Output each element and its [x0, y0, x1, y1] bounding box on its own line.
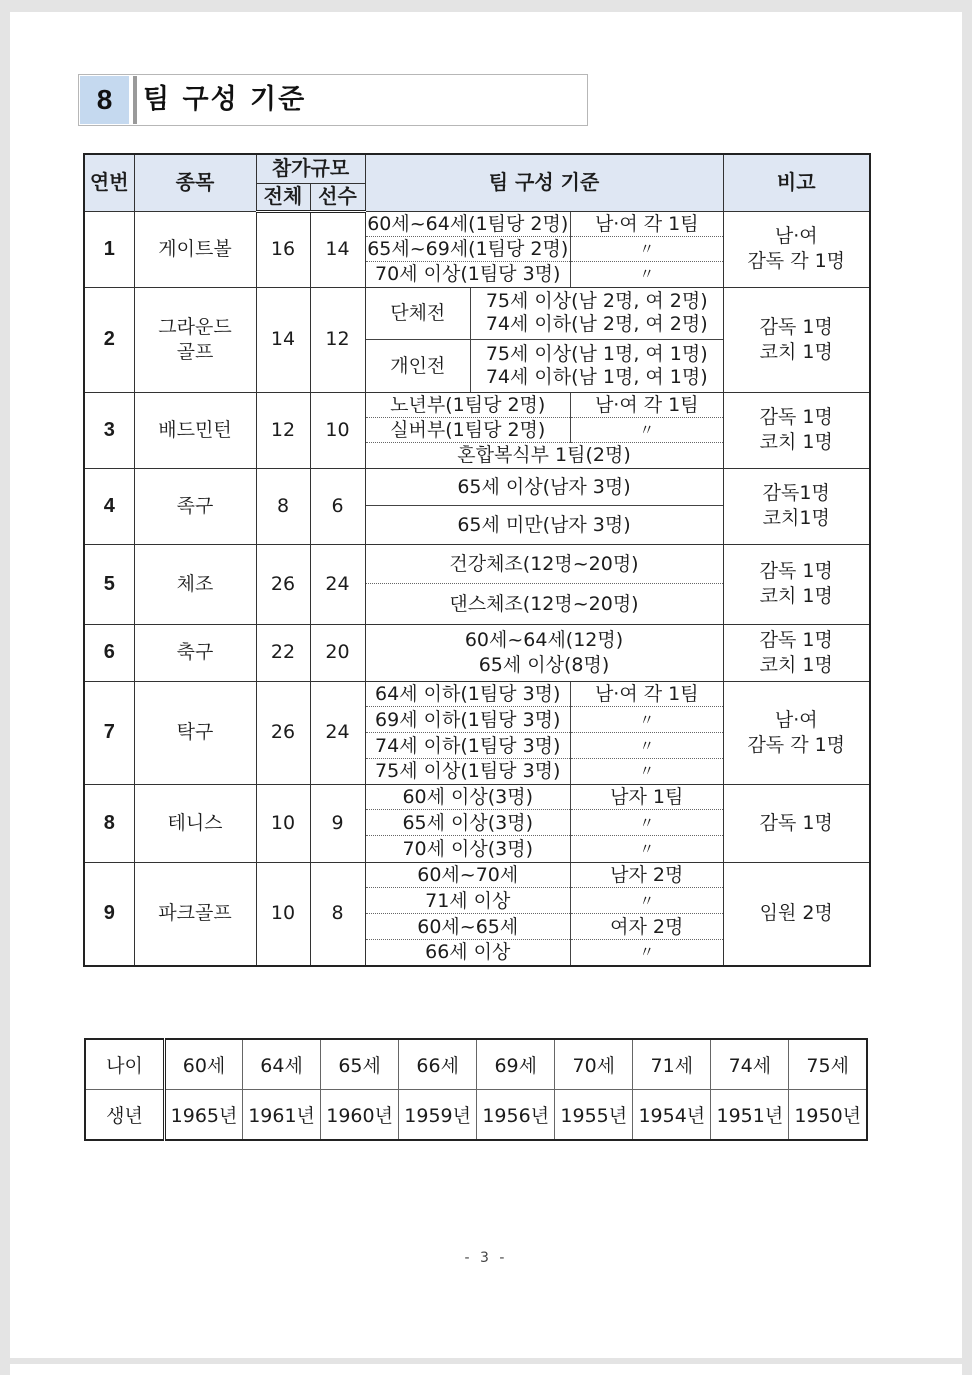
- note-cell: [723, 211, 870, 287]
- criteria-team: 남·여 각 1팀: [594, 212, 699, 235]
- group-line: 75세 이상(남 1명, 여 1명): [485, 342, 708, 365]
- age-cell: 65세: [321, 1039, 399, 1090]
- age-cell: 75세: [789, 1039, 867, 1090]
- row-number: 6: [84, 624, 134, 681]
- criteria-cell: [365, 862, 723, 966]
- note-line: 남·여: [774, 708, 818, 731]
- ditto-mark: 〃: [571, 940, 723, 965]
- criteria-item: 71세 이상: [366, 888, 571, 914]
- ditto-mark: 〃: [571, 262, 723, 287]
- group-lines: [471, 288, 723, 340]
- criteria-full: 혼합복식부 1팀(2명): [366, 443, 723, 468]
- player-count: 24: [310, 681, 365, 784]
- age-cell: 66세: [399, 1039, 477, 1090]
- table-row: [84, 287, 870, 392]
- table-row: [84, 624, 870, 681]
- criteria-item: 75세 이상(1팀당 3명): [366, 759, 571, 784]
- event-name: 파크골프: [134, 862, 256, 966]
- note-line: 임원 2명: [759, 902, 833, 924]
- criteria-item: 60세~64세(12명): [464, 628, 624, 651]
- header-players: 선수: [310, 183, 365, 211]
- row-number: 3: [84, 392, 134, 468]
- player-count: 6: [310, 468, 365, 544]
- event-name: 테니스: [134, 784, 256, 862]
- year-cell: 1954년: [633, 1090, 711, 1141]
- table-row: [84, 392, 870, 468]
- player-count: 8: [310, 862, 365, 966]
- player-count: 9: [310, 784, 365, 862]
- criteria-item: 노년부(1팀당 2명): [366, 393, 571, 418]
- criteria-team: 남·여 각 1팀: [594, 682, 699, 705]
- year-cell: 1965년: [165, 1090, 243, 1141]
- criteria-item: 댄스체조(12명~20명): [366, 584, 723, 624]
- criteria-item: 70세 이상(3명): [366, 836, 571, 862]
- criteria-item: 65세 이상(3명): [366, 810, 571, 836]
- table-row: [84, 862, 870, 966]
- player-count: 20: [310, 624, 365, 681]
- criteria-item: 65세 이상(8명): [478, 653, 610, 676]
- player-count: 14: [310, 211, 365, 287]
- year-row: [85, 1090, 867, 1141]
- table-row: [84, 784, 870, 862]
- note-cell: [723, 624, 870, 681]
- criteria-team: 남자 2명: [610, 863, 684, 886]
- total-count: 14: [256, 287, 310, 392]
- header-note: 비고: [723, 154, 870, 211]
- criteria-cell: [365, 784, 723, 862]
- table-row: [84, 211, 870, 287]
- note-line: 감독 각 1명: [747, 250, 846, 272]
- criteria-item: 65세~69세(1팀당 2명): [366, 237, 571, 262]
- age-cell: 60세: [165, 1039, 243, 1090]
- total-count: 22: [256, 624, 310, 681]
- year-label: 생년: [85, 1090, 165, 1141]
- ditto-mark: 〃: [571, 237, 723, 262]
- event-name: 탁구: [134, 681, 256, 784]
- note-line: 감독 1명: [759, 628, 833, 651]
- age-row: [85, 1039, 867, 1090]
- total-count: 12: [256, 392, 310, 468]
- header-no: 연번: [84, 154, 134, 211]
- note-line: 감독 1명: [759, 315, 833, 338]
- header-total: 전체: [256, 183, 310, 211]
- note-line: 감독 1명: [759, 560, 833, 582]
- row-number: 9: [84, 862, 134, 966]
- table-row: [84, 544, 870, 624]
- criteria-team: 남·여 각 1팀: [594, 393, 699, 416]
- header-event: 종목: [134, 154, 256, 211]
- year-cell: 1955년: [555, 1090, 633, 1141]
- ditto-mark: 〃: [571, 810, 723, 836]
- page-number: - 3 -: [464, 1250, 508, 1266]
- section-header: [78, 74, 588, 126]
- total-count: 10: [256, 784, 310, 862]
- group-label: 개인전: [366, 340, 471, 392]
- ditto-mark: 〃: [571, 836, 723, 862]
- note-line: 코치 1명: [759, 431, 833, 453]
- event-name: 축구: [134, 624, 256, 681]
- group-line: 74세 이하(남 2명, 여 2명): [485, 313, 708, 336]
- table-row: [84, 681, 870, 784]
- criteria-team: 남자 1팀: [610, 785, 684, 808]
- criteria-cell: [365, 624, 723, 681]
- section-title: 팀 구성 기준: [143, 84, 307, 115]
- criteria-item: 74세 이하(1팀당 3명): [366, 733, 571, 759]
- total-count: 26: [256, 681, 310, 784]
- age-cell: 64세: [243, 1039, 321, 1090]
- note-line: 코치 1명: [759, 340, 833, 363]
- criteria-cell: [365, 287, 723, 392]
- note-cell: [723, 784, 870, 862]
- note-line: 감독1명: [762, 482, 830, 504]
- criteria-item: 60세~64세(1팀당 2명): [366, 212, 571, 237]
- criteria-item: 건강체조(12명~20명): [449, 552, 639, 575]
- criteria-item: 70세 이상(1팀당 3명): [366, 262, 571, 287]
- group-lines: [471, 340, 723, 392]
- age-birthyear-table: [84, 1038, 868, 1141]
- criteria-cell: [365, 392, 723, 468]
- team-composition-table: [83, 153, 871, 967]
- row-number: 7: [84, 681, 134, 784]
- group-line: 75세 이상(남 2명, 여 2명): [485, 290, 708, 313]
- age-cell: 74세: [711, 1039, 789, 1090]
- row-number: 2: [84, 287, 134, 392]
- criteria-item: 64세 이하(1팀당 3명): [366, 682, 571, 707]
- year-cell: 1956년: [477, 1090, 555, 1141]
- criteria-cell: [365, 681, 723, 784]
- criteria-item: 65세 미만(남자 3명): [366, 506, 723, 544]
- criteria-item: 60세~70세: [366, 863, 571, 888]
- total-count: 10: [256, 862, 310, 966]
- note-cell: [723, 287, 870, 392]
- age-cell: 71세: [633, 1039, 711, 1090]
- event-name-line: 그라운드: [158, 315, 232, 338]
- criteria-item: 65세 이상(남자 3명): [457, 475, 631, 498]
- event-name: [134, 287, 256, 392]
- ditto-mark: 〃: [571, 418, 723, 443]
- ditto-mark: 〃: [571, 733, 723, 759]
- ditto-mark: 〃: [571, 759, 723, 784]
- event-name: 족구: [134, 468, 256, 544]
- table-row: [84, 468, 870, 544]
- age-cell: 70세: [555, 1039, 633, 1090]
- total-count: 16: [256, 211, 310, 287]
- row-number: 5: [84, 544, 134, 624]
- criteria-team: 여자 2명: [571, 914, 723, 940]
- year-cell: 1961년: [243, 1090, 321, 1141]
- note-line: 코치1명: [762, 507, 830, 529]
- note-line: 남·여: [774, 225, 818, 247]
- year-cell: 1951년: [711, 1090, 789, 1141]
- note-line: 코치 1명: [759, 653, 833, 676]
- note-cell: [723, 392, 870, 468]
- criteria-item: 60세~65세: [366, 914, 571, 940]
- event-name: 배드민턴: [134, 392, 256, 468]
- note-line: 감독 각 1명: [747, 733, 846, 756]
- criteria-item: 69세 이하(1팀당 3명): [366, 707, 571, 733]
- note-cell: [723, 681, 870, 784]
- note-cell: [723, 544, 870, 624]
- year-cell: 1950년: [789, 1090, 867, 1141]
- ditto-mark: 〃: [571, 888, 723, 914]
- age-cell: 69세: [477, 1039, 555, 1090]
- criteria-item: 66세 이상: [366, 940, 571, 965]
- year-cell: 1959년: [399, 1090, 477, 1141]
- next-page-edge: [10, 1364, 962, 1375]
- criteria-item: 실버부(1팀당 2명): [366, 418, 571, 443]
- note-line: 감독 1명: [759, 406, 833, 428]
- row-number: 8: [84, 784, 134, 862]
- group-line: 74세 이하(남 1명, 여 1명): [485, 365, 708, 388]
- row-number: 4: [84, 468, 134, 544]
- row-number: 1: [84, 211, 134, 287]
- criteria-item: 60세 이상(3명): [366, 785, 571, 810]
- player-count: 24: [310, 544, 365, 624]
- note-line: 코치 1명: [759, 585, 833, 607]
- note-cell: [723, 468, 870, 544]
- age-label: 나이: [85, 1039, 165, 1090]
- total-count: 8: [256, 468, 310, 544]
- ditto-mark: 〃: [571, 707, 723, 733]
- total-count: 26: [256, 544, 310, 624]
- criteria-cell: [365, 544, 723, 624]
- header-criteria: 팀 구성 기준: [365, 154, 723, 211]
- event-name-line: 골프: [176, 340, 214, 363]
- year-cell: 1960년: [321, 1090, 399, 1141]
- player-count: 12: [310, 287, 365, 392]
- event-name: 게이트볼: [134, 211, 256, 287]
- player-count: 10: [310, 392, 365, 468]
- criteria-cell: [365, 211, 723, 287]
- header-scale: 참가규모: [256, 154, 365, 183]
- note-line: 감독 1명: [759, 811, 833, 834]
- event-name: 체조: [134, 544, 256, 624]
- group-label: 단체전: [366, 288, 471, 340]
- criteria-cell: [365, 468, 723, 544]
- section-number: 8: [80, 76, 133, 124]
- note-cell: [723, 862, 870, 966]
